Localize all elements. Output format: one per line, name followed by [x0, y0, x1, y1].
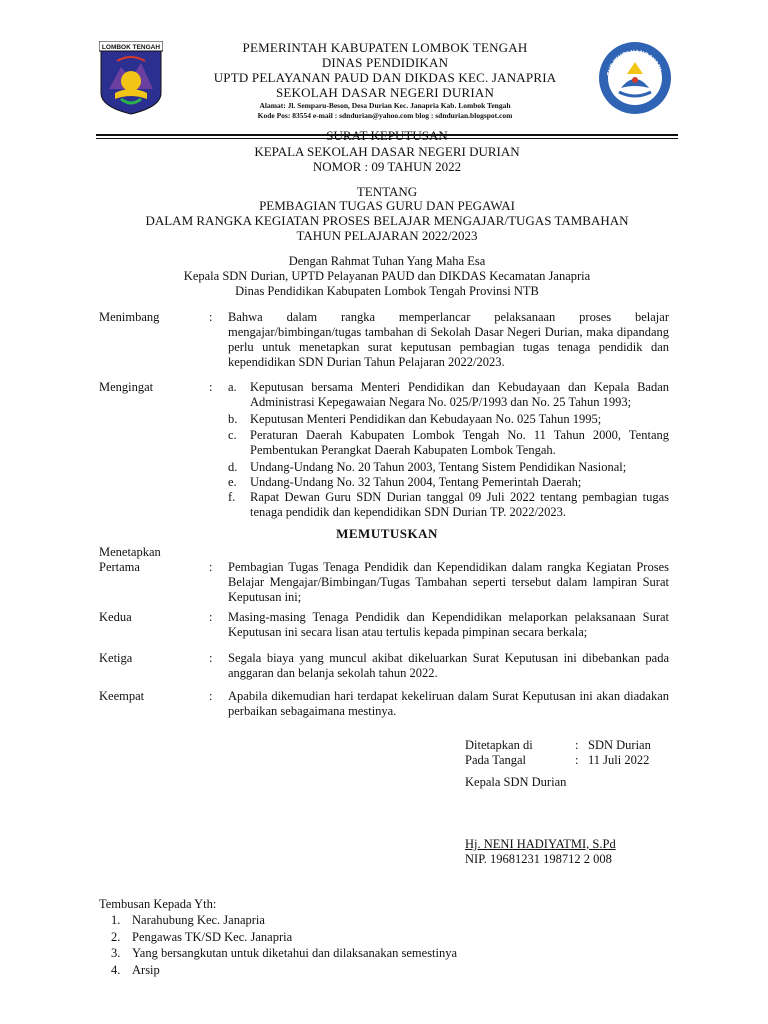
mengingat-colon: :	[209, 380, 213, 394]
title-subject-2: DALAM RANGKA KEGIATAN PROSES BELAJAR MENGAJAR/TUGAS TAMBAHAN	[145, 213, 629, 228]
mengingat-item-d: Undang-Undang No. 20 Tahun 2003, Tentang Sistem Pendidikan Nasional;	[250, 460, 627, 474]
signature-nip: NIP. 19681231 198712 2 008	[465, 852, 612, 866]
mengingat-letter-a: a.	[228, 380, 237, 394]
tembusan-item-1: Narahubung Kec. Janapria	[132, 913, 265, 927]
title-subject-1: PEMBAGIAN TUGAS GURU DAN PEGAWAI	[259, 198, 515, 213]
mengingat-item-a: Keputusan bersama Menteri Pendidikan dan Kebudayaan dan Kepala Badan Administrasi Kepegawaian Negara No. 025/P/1993 dan No. 25 Tahun 1993;	[250, 380, 669, 409]
signature-position: Kepala SDN Durian	[465, 775, 567, 789]
title-subject-3: TAHUN PELAJARAN 2022/2023	[296, 228, 478, 243]
keempat-text: Apabila dikemudian hari terdapat kekeliruan dalam Surat Keputusan ini akan diadakan perbaikan sebagaimana mestinya.	[228, 689, 669, 718]
header-contact: Kode Pos: 83554 e-mail : sdndurian@yahoo.com blog : sdndurian.blogspot.com	[257, 111, 513, 120]
kedua-label: Kedua	[99, 610, 132, 624]
title-about: TENTANG	[356, 184, 418, 199]
mengingat-item-b: Keputusan Menteri Pendidikan dan Kebudayaan No. 025 Tahun 1995;	[250, 412, 602, 426]
signature-place-colon: :	[575, 738, 579, 752]
signature-place-value: SDN Durian	[588, 738, 651, 752]
ketiga-text: Segala biaya yang muncul akibat dikeluarkan Surat Keputusan ini dibebankan pada anggaran dan belanja sekolah tahun 2022.	[228, 651, 669, 680]
kop-line-4: SEKOLAH DASAR NEGERI DURIAN	[275, 85, 495, 100]
signature-date-label: Pada Tangal	[465, 753, 527, 767]
tembusan-num-1: 1.	[111, 913, 121, 927]
ketiga-label: Ketiga	[99, 651, 133, 665]
kedua-text: Masing-masing Tenaga Pendidik dan Kependidikan melaporkan pelaksanaan Surat Keputusan ini secara lisan atau tertulis kepada pimpinan secara berkala;	[228, 610, 669, 639]
memutuskan-heading: MEMUTUSKAN	[336, 526, 438, 541]
mengingat-letter-e: e.	[228, 475, 237, 489]
kedua-colon: :	[209, 610, 213, 624]
preamble-line-3: Dinas Pendidikan Kabupaten Lombok Tengah Provinsi NTB	[235, 284, 539, 298]
preamble-line-2: Kepala SDN Durian, UPTD Pelayanan PAUD dan DIKDAS Kecamatan Janapria	[183, 269, 591, 283]
mengingat-letter-d: d.	[228, 460, 238, 474]
mengingat-item-e: Undang-Undang No. 32 Tahun 2004, Tentang Pemerintah Daerah;	[250, 475, 582, 489]
pertama-text: Pembagian Tugas Tenaga Pendidik dan Kependidikan dalam rangka Kegiatan Proses Belajar Mengajar/Bimbingan/Tugas Tambahan seperti tersebut dalam lampiran Surat Keputusan ini;	[228, 560, 669, 604]
title-line-1: SURAT KEPUTUSAN	[326, 128, 448, 143]
tembusan-item-3: Yang bersangkutan untuk diketahui dan dilaksanakan semestinya	[132, 946, 458, 960]
tembusan-num-3: 3.	[111, 946, 121, 960]
header-address: Alamat: Jl. Semparu-Beson, Desa Durian Kec. Janapria Kab. Lombok Tengah	[259, 101, 511, 110]
tembusan-num-2: 2.	[111, 930, 121, 944]
kop-line-1: PEMERINTAH KABUPATEN LOMBOK TENGAH	[242, 40, 528, 55]
right-logo-text: TUT WURI HANDAYANI	[607, 49, 662, 77]
title-line-2: KEPALA SEKOLAH DASAR NEGERI DURIAN	[254, 144, 520, 159]
pertama-colon: :	[209, 560, 213, 574]
lombok-tengah-logo	[99, 41, 163, 115]
menimbang-label: Menimbang	[99, 310, 160, 324]
menimbang-colon: :	[209, 310, 213, 324]
signature-date-colon: :	[575, 753, 579, 767]
menimbang-text: Bahwa dalam rangka memperlancar pelaksanaan proses belajar mengajar/bimbingan/tugas tambahan di Sekolah Dasar Negeri Durian, maka dipandang perlu untuk menetapkan surat keputusan pembagian tugas tenaga pendidik dan kependidikan SDN Durian Tahun Pelajaran 2022/2023.	[228, 310, 669, 369]
ketiga-colon: :	[209, 651, 213, 665]
tut-wuri-handayani-logo	[597, 40, 673, 116]
menetapkan-label: Menetapkan	[99, 545, 161, 559]
keempat-label: Keempat	[99, 689, 145, 703]
signature-date-value: 11 Juli 2022	[588, 753, 650, 767]
mengingat-item-c: Peraturan Daerah Kabupaten Lombok Tengah No. 11 Tahun 2000, Tentang Pembentukan Perangkat Daerah Kabupaten Lombok Tengah.	[250, 428, 669, 457]
mengingat-letter-b: b.	[228, 412, 238, 426]
signature-name: Hj. NENI HADIYATMI, S.Pd	[465, 837, 616, 851]
tembusan-num-4: 4.	[111, 963, 121, 977]
mengingat-label: Mengingat	[99, 380, 154, 394]
tembusan-heading: Tembusan Kepada Yth:	[99, 897, 217, 911]
pertama-label: Pertama	[99, 560, 140, 574]
keempat-colon: :	[209, 689, 213, 703]
mengingat-item-f: Rapat Dewan Guru SDN Durian tanggal 09 Juli 2022 tentang pembagian tugas tenaga pendidik dan kependidikan SDN Durian TP. 2022/2023.	[250, 490, 669, 519]
preamble-line-1: Dengan Rahmat Tuhan Yang Maha Esa	[288, 254, 486, 268]
left-logo-text: LOMBOK TENGAH	[101, 44, 161, 51]
kop-line-3: UPTD PELAYANAN PAUD DAN DIKDAS KEC. JANAPRIA	[213, 70, 557, 85]
title-line-3: NOMOR : 09 TAHUN 2022	[312, 159, 462, 174]
mengingat-letter-c: c.	[228, 428, 237, 442]
mengingat-letter-f: f.	[228, 490, 236, 504]
kop-line-2: DINAS PENDIDIKAN	[321, 55, 449, 70]
tembusan-item-4: Arsip	[132, 963, 160, 977]
tembusan-item-2: Pengawas TK/SD Kec. Janapria	[132, 930, 293, 944]
signature-place-label: Ditetapkan di	[465, 738, 533, 752]
